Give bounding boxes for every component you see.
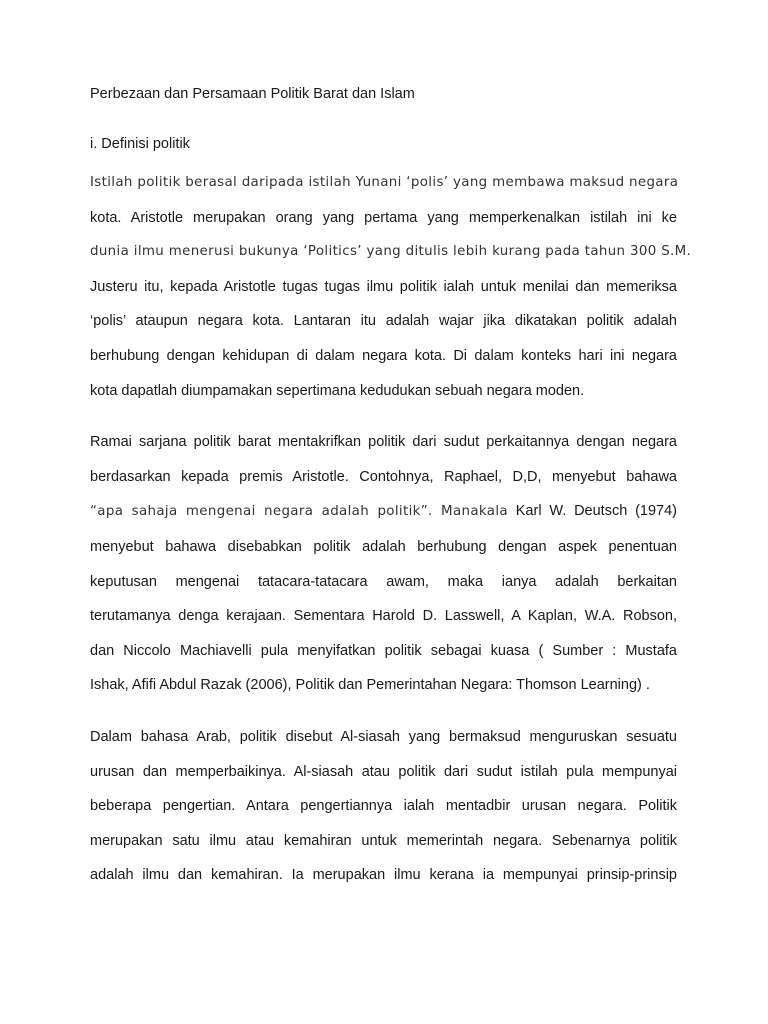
paragraph-line: keputusan mengenai tatacara-tatacara awam, maka ianya adalah berkaitan [90,573,677,590]
paragraph-1 [90,166,692,408]
paragraph-line: Istilah politik berasal daripada istilah Yunani ‘polis’ yang membawa maksud negara [90,175,679,190]
paragraph-line: kota dapatlah diumpamakan sepertimana kedudukan sebuah negara moden. [90,382,585,399]
paragraph-line: dan Niccolo Machiavelli pula menyifatkan politik sebagai kuasa ( Sumber : Mustafa [90,642,677,659]
paragraph-line: Dalam bahasa Arab, politik disebut Al-siasah yang bermaksud menguruskan sesuatu [90,728,677,745]
paragraph-line: menyebut bahawa disebabkan politik adalah berhubung dengan aspek penentuan [90,538,677,555]
paragraph-line-mixed [90,494,677,530]
section-heading: i. Definisi politik [90,136,190,152]
paragraph-line: berdasarkan kepada premis Aristotle. Contohnya, Raphael, D,D, menyebut bahawa [90,468,677,485]
paragraph-3 [90,720,677,893]
paragraph-line: ‘polis’ ataupun negara kota. Lantaran itu adalah wajar jika dikatakan politik adalah [90,313,677,330]
paragraph-2 [90,425,677,703]
paragraph-line: Ramai sarjana politik barat mentakrifkan politik dari sudut perkaitannya dengan negara [90,434,677,451]
paragraph-line: beberapa pengertian. Antara pengertiannya ialah mentadbir urusan negara. Politik [90,798,677,815]
paragraph-line: urusan dan memperbaikinya. Al-siasah atau politik dari sudut istilah pula mempunyai [90,763,677,780]
document-title: Perbezaan dan Persamaan Politik Barat dan Islam [90,86,415,102]
paragraph-line: berhubung dengan kehidupan di dalam negara kota. Di dalam konteks hari ini negara [90,347,677,364]
paragraph-line: adalah ilmu dan kemahiran. Ia merupakan ilmu kerana ia mempunyai prinsip-prinsip [90,867,677,884]
citation-text: Karl W. Deutsch (1974) [515,503,677,520]
paragraph-line: merupakan satu ilmu atau kemahiran untuk memerintah negara. Sebenarnya politik [90,832,677,849]
paragraph-line: Ishak, Afifi Abdul Razak (2006), Politik dan Pemerintahan Negara: Thomson Learning) . [90,677,650,694]
paragraph-line: terutamanya denga kerajaan. Sementara Harold D. Lasswell, A Kaplan, W.A. Robson, [90,608,677,625]
paragraph-line: Justeru itu, kepada Aristotle tugas tugas ilmu politik ialah untuk menilai dan memeriksa [90,278,677,295]
document-page [90,84,692,893]
paragraph-line: dunia ilmu menerusi bukunya ‘Politics’ yang ditulis lebih kurang pada tahun 300 S.M. [90,244,692,260]
paragraph-line: kota. Aristotle merupakan orang yang pertama yang memperkenalkan istilah ini ke [90,209,677,226]
quoted-phrase: “apa sahaja mengenai negara adalah politik”. Manakala [90,504,508,520]
